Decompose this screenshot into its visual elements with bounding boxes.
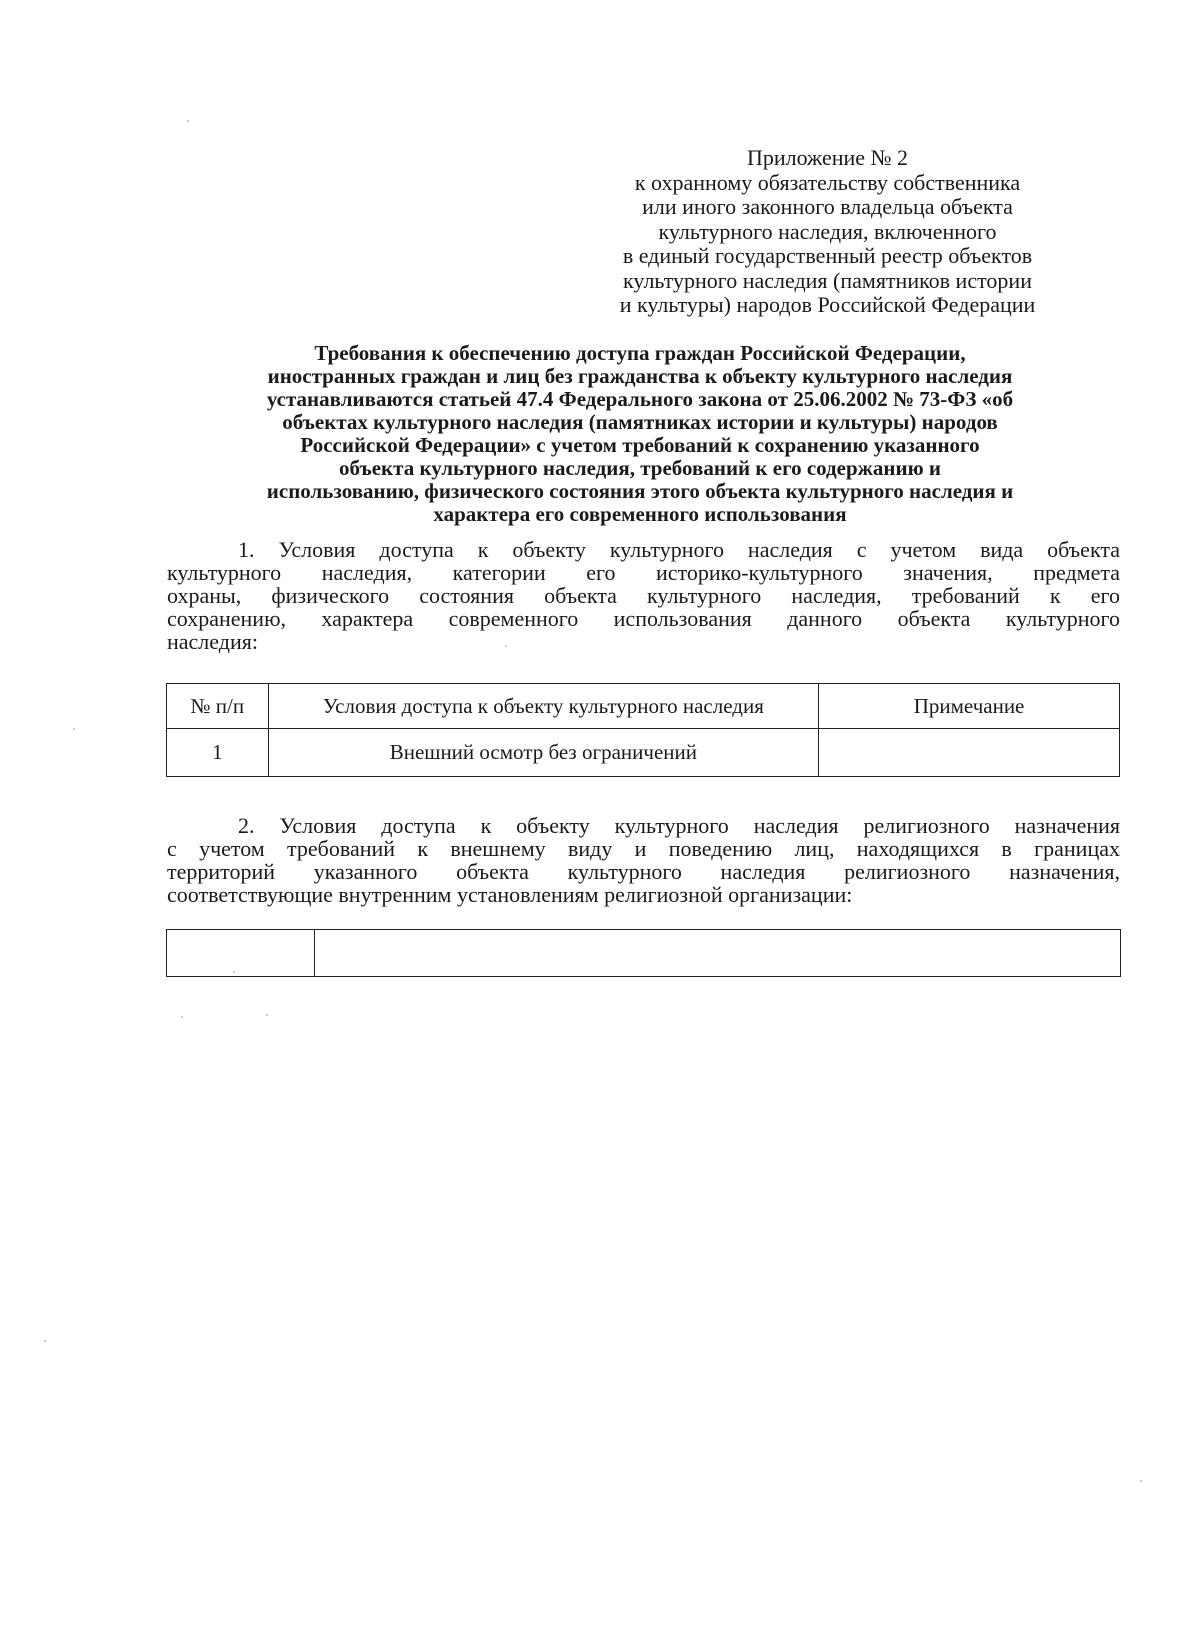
appendix-line: и культуры) народов Российской Федерации: [619, 292, 1036, 317]
paragraph-line: наследия:: [167, 629, 258, 654]
paragraph-line: культурного наследия, категории его историко-культурного значения, предмета: [167, 560, 1120, 585]
paragraph-line: с учетом требований к внешнему виду и поведению лиц, находящихся в границах: [167, 836, 1120, 861]
scan-speck: [181, 1016, 183, 1018]
paragraph-line: охраны, физического состояния объекта культурного наследия, требований к его: [167, 583, 1120, 608]
scan-speck: [266, 1014, 268, 1016]
scan-speck: [505, 645, 507, 647]
empty-cell: [315, 930, 1121, 977]
paragraph-line: 2. Условия доступа к объекту культурного наследия религиозного назначения: [238, 813, 1120, 838]
title-line: объектах культурного наследия (памятниках истории и культуры) народов: [282, 410, 998, 434]
header-cell-conditions: Условия доступа к объекту культурного наследия: [268, 684, 818, 729]
appendix-line: культурного наследия (памятников истории: [623, 267, 1032, 293]
header-cell-note: Примечание: [819, 684, 1120, 729]
table-header-row: [167, 684, 1120, 729]
table-row: [167, 930, 1121, 977]
scan-speck: [1140, 1480, 1142, 1482]
title-line: устанавливаются статьей 47.4 Федерального закона от 25.06.2002 № 73-ФЗ «об: [266, 387, 1014, 411]
title-line: характера его современного использования: [433, 502, 847, 526]
paragraph-line: сохранению, характера современного использования данного объекта культурного: [167, 606, 1120, 631]
access-conditions-table: [166, 683, 1120, 777]
title-line: объекта культурного наследия, требований к его содержанию и: [339, 456, 941, 480]
table-row: [167, 729, 1120, 777]
document-title: [160, 342, 1120, 526]
religious-conditions-table: [166, 929, 1121, 977]
title-line: использованию, физического состояния этого объекта культурного наследия и: [266, 479, 1014, 503]
paragraph-line: соответствующие внутренним установлениям религиозной организации:: [167, 882, 853, 907]
scan-speck: [233, 971, 235, 973]
scan-speck: [187, 120, 189, 122]
empty-cell: [167, 930, 315, 977]
title-line: иностранных граждан и лиц без гражданства к объекту культурного наследия: [267, 364, 1013, 388]
title-line: Требования к обеспечению доступа граждан Российской Федерации,: [314, 341, 966, 365]
appendix-line: или иного законного владельца объекта: [642, 194, 1013, 219]
title-line: Российской Федерации» с учетом требований к сохранению указанного: [300, 433, 980, 457]
section-2-paragraph: [167, 814, 1120, 906]
scan-speck: [73, 728, 75, 730]
appendix-line: в единый государственный реестр объектов: [622, 243, 1033, 268]
scan-speck: [44, 1340, 46, 1342]
appendix-header: [560, 146, 1095, 318]
paragraph-line: 1. Условия доступа к объекту культурного наследия с учетом вида объекта: [238, 537, 1120, 562]
appendix-line: к охранному обязательству собственника: [634, 169, 1021, 195]
section-1-paragraph: [167, 538, 1120, 653]
cell-note: [819, 729, 1120, 777]
paragraph-line: территорий указанного объекта культурного наследия религиозного назначения,: [167, 859, 1120, 884]
header-cell-number: № п/п: [167, 684, 269, 729]
cell-conditions: Внешний осмотр без ограничений: [268, 729, 818, 777]
appendix-line: культурного наследия, включенного: [658, 218, 997, 244]
cell-number: 1: [167, 729, 269, 777]
appendix-line: Приложение № 2: [746, 145, 909, 170]
